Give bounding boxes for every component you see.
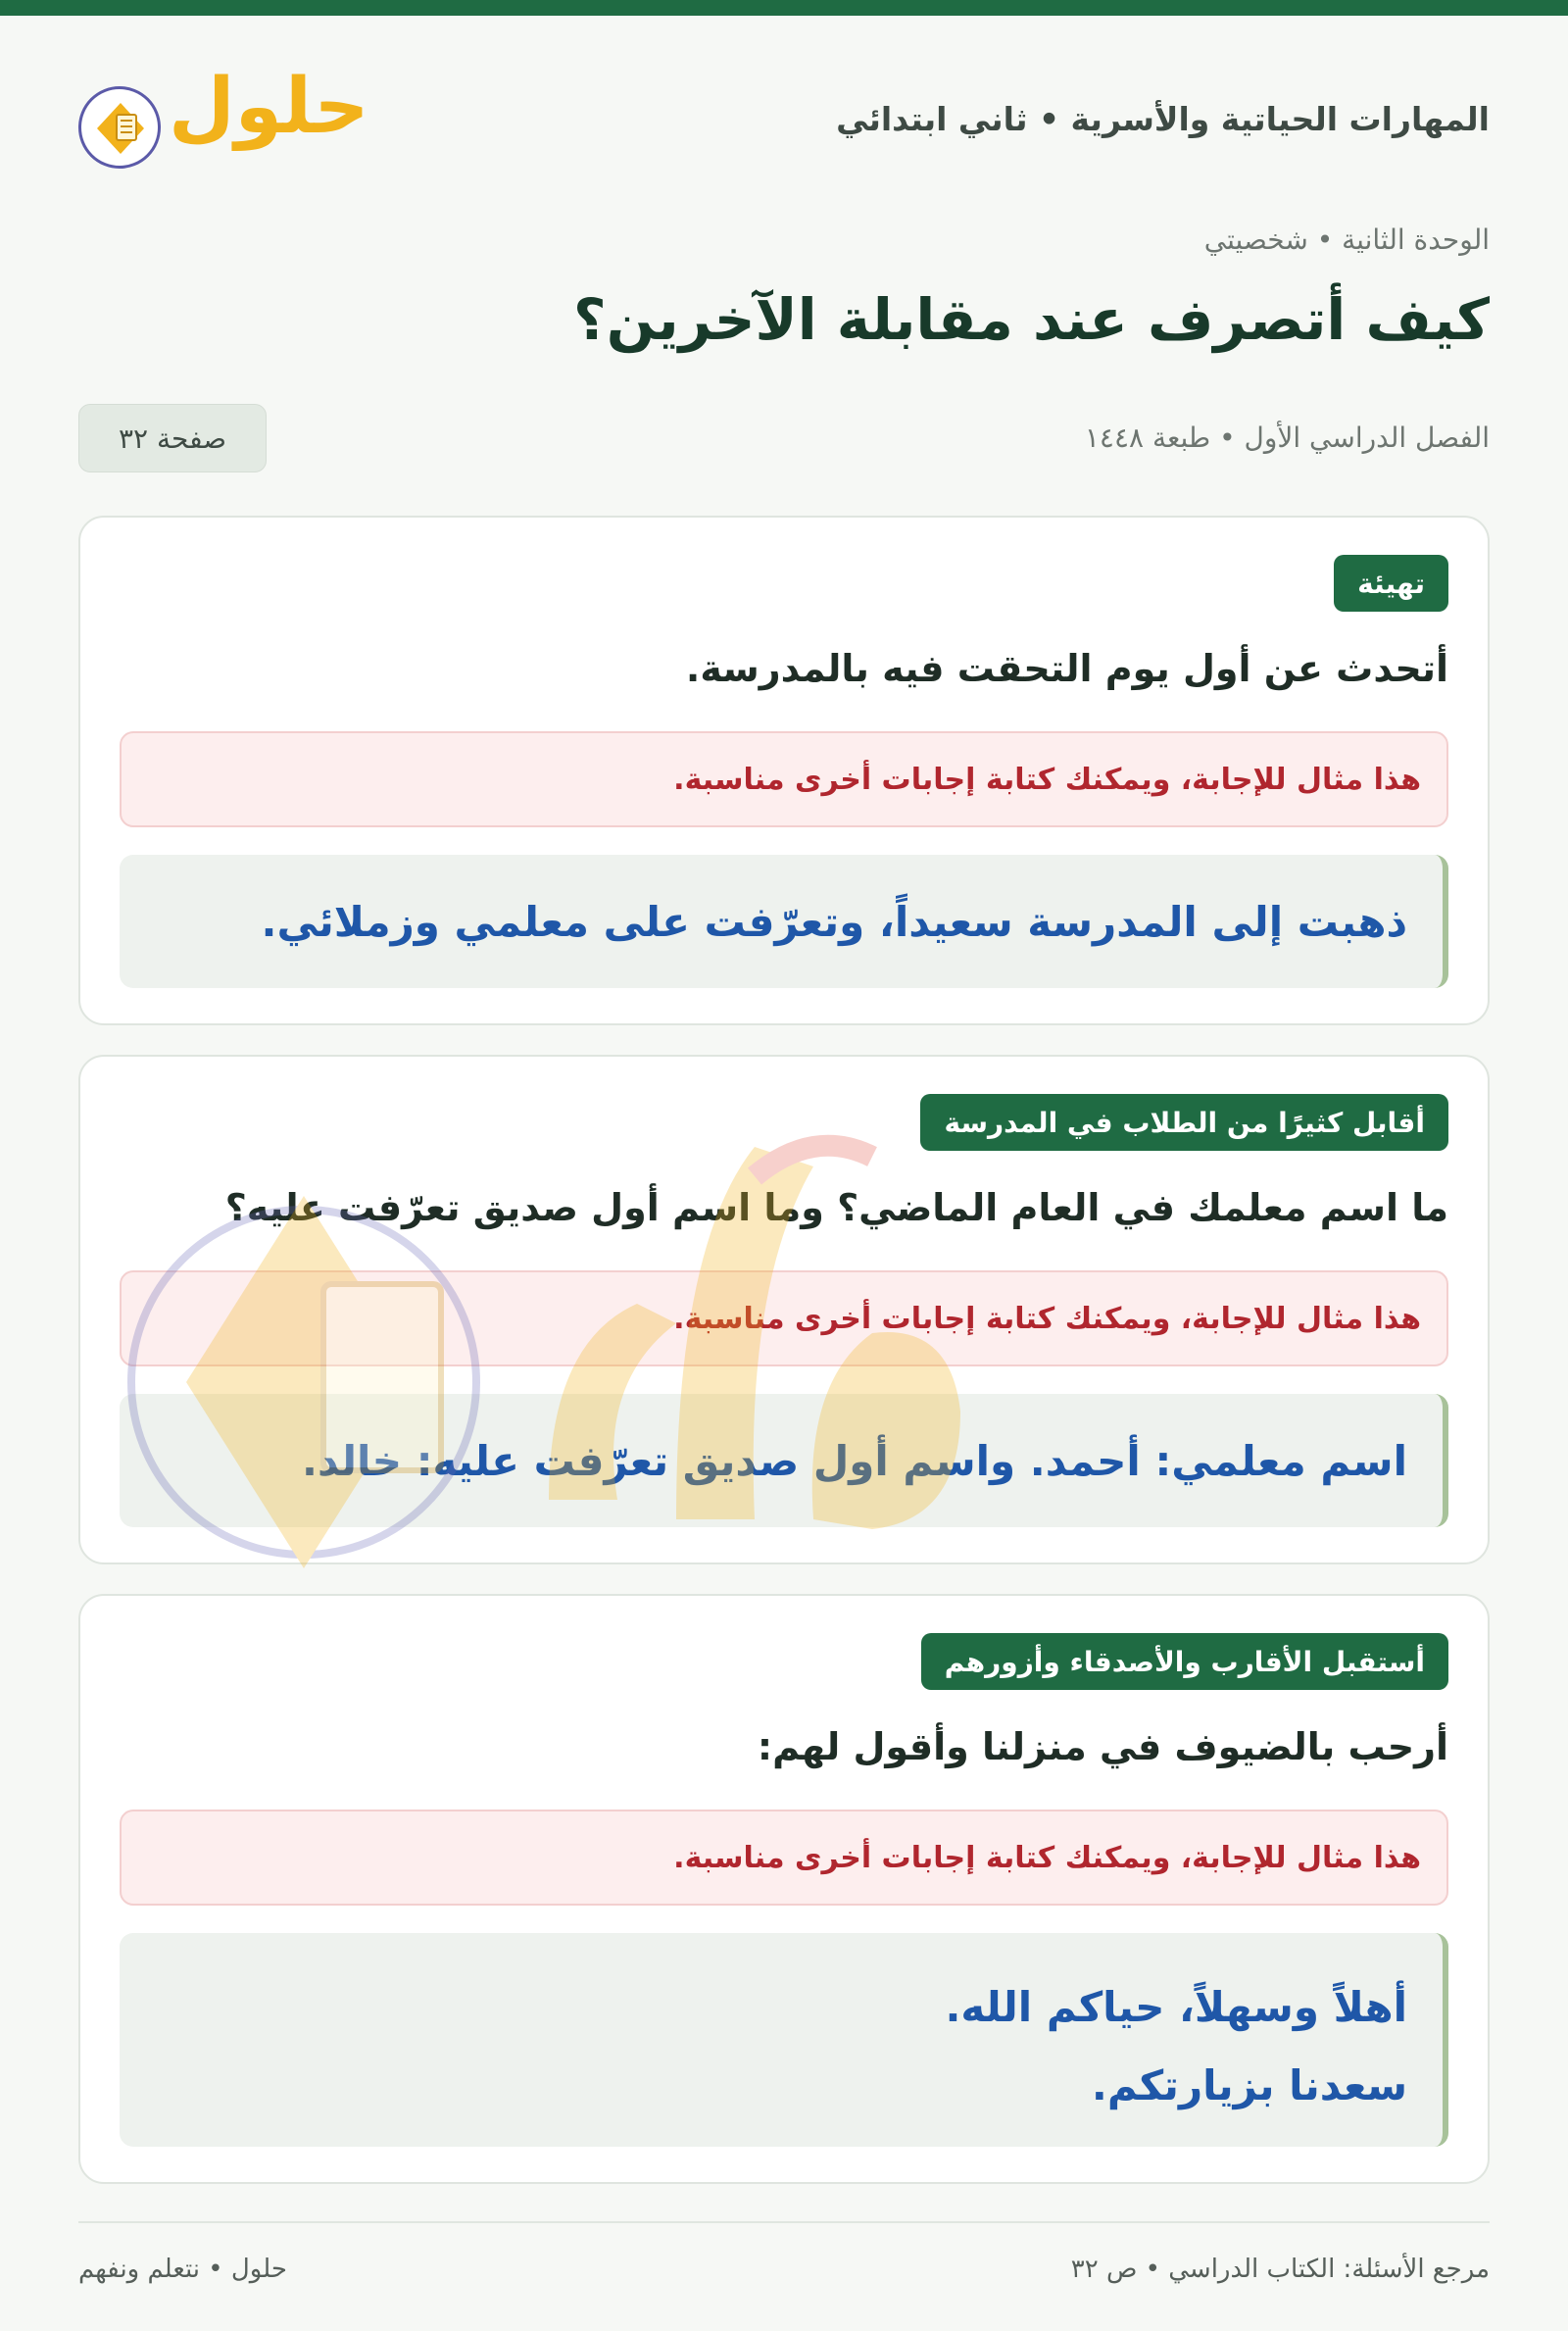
logo-wordmark: حلول [169,63,369,151]
page-title: كيف أتصرف عند مقابلة الآخرين؟ [573,286,1490,353]
answer-note: هذا مثال للإجابة، ويمكنك كتابة إجابات أخرى مناسبة. [120,1810,1448,1906]
question-card [78,1594,1490,2184]
answer-box [120,1394,1448,1527]
question-card [78,516,1490,1025]
answer-line: أهلاً وسهلاً، حياكم الله. [945,1983,1407,2031]
edition-label: الفصل الدراسي الأول • طبعة ١٤٤٨ [1084,422,1490,454]
top-accent-bar [0,0,1568,16]
section-tag: تهيئة [1334,555,1448,612]
section-tag: أستقبل الأقارب والأصدقاء وأزورهم [921,1633,1448,1690]
hulul-logo[interactable] [78,59,372,186]
answer-note: هذا مثال للإجابة، ويمكنك كتابة إجابات أخرى مناسبة. [120,731,1448,827]
answer-line: ذهبت إلى المدرسة سعيداً، وتعرّفت على معلمي وزملائي. [261,897,1407,946]
question-text: أتحدث عن أول يوم التحقت فيه بالمدرسة. [685,647,1448,690]
page-number-chip: صفحة ٣٢ [78,404,267,472]
answer-line: سعدنا بزيارتكم. [1091,2061,1407,2109]
answer-box [120,855,1448,988]
answer-note: هذا مثال للإجابة، ويمكنك كتابة إجابات أخرى مناسبة. [120,1270,1448,1366]
unit-label: الوحدة الثانية • شخصيتي [1203,223,1490,256]
answer-line: اسم معلمي: أحمد. واسم أول صديق تعرّفت عليه: خالد. [302,1436,1407,1485]
page-header [78,59,1490,186]
book-icon [78,86,161,169]
footer-brand: حلول • نتعلم ونفهم [78,2255,287,2284]
question-card [78,1055,1490,1564]
footer-divider [78,2221,1490,2223]
footer-reference: مرجع الأسئلة: الكتاب الدراسي • ص ٣٢ [1070,2255,1490,2284]
section-tag: أقابل كثيرًا من الطلاب في المدرسة [920,1094,1448,1151]
course-title: المهارات الحياتية والأسرية • ثاني ابتدائي [836,100,1490,138]
question-text: أرحب بالضيوف في منزلنا وأقول لهم: [757,1725,1448,1768]
question-text: ما اسم معلمك في العام الماضي؟ وما اسم أول صديق تعرّفت عليه؟ [224,1186,1448,1229]
answer-box [120,1933,1448,2147]
